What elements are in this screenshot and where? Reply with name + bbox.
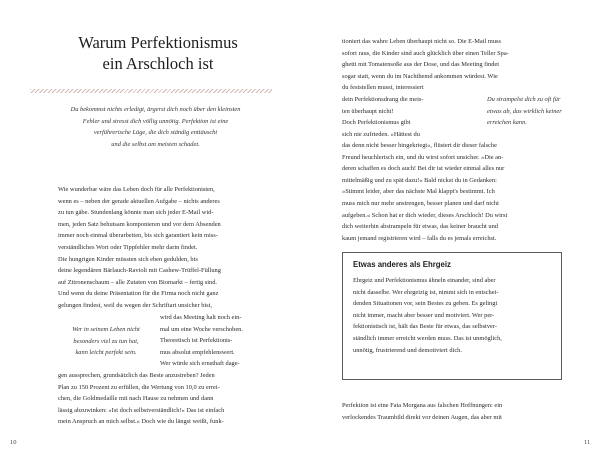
intro-line: Fehler und stresst dich völlig unnötig. Perfektion ist eine [82,117,229,125]
text-line: aufgeben.« Schon hat er dich wieder, dieses Arschloch! Du wirst [342,211,508,219]
decorative-divider [30,89,272,93]
pull-quote-line: erreichen kann. [487,119,527,127]
body-text-block [342,400,502,423]
text-line: sogar statt, wenn du im Nachthemd ankommen würdest. Wie [342,72,498,80]
text-line: Ehrgeiz und Perfektionismus ähneln einander, sind aber [353,277,496,284]
page-number: 10 [10,439,17,446]
text-line: wenn es – neben der gerade aktuellen Aufgabe – nichts anderes [58,197,220,205]
chapter-title [58,32,258,74]
text-line: auf Zitronenschaum – alle Zutaten von Biomarkt – fertig sind. [58,278,218,286]
info-box-title: Etwas anderes als Ehrgeiz [353,260,451,269]
text-line: Theoretisch ist Perfektionis- [160,337,233,345]
text-line: deine legendären Bärlauch-Ravioli mit Cashew-Trüffel-Füllung [58,267,221,275]
text-line: Plan zu 150 Prozent zu erfüllen, die Wertung von 10,0 zu errei- [58,383,220,391]
pull-quote-line: besonders viel zu tun hat, [73,337,139,345]
info-box [342,252,562,380]
text-line: deren schaffen es doch auch! Bei dir ist wieder einmal alles nur [342,165,505,173]
text-line: ten überhaupt nicht! [342,107,394,115]
text-line: dich weiterhin abstrampeln für etwas, das keiner braucht und [342,223,498,231]
text-line: nicht dasselbe. Wer ehrgeizig ist, nimmt sich in entschei- [353,288,499,296]
text-line: Doch Perfektionismus gibt [342,119,411,127]
text-line: Wie wunderbar wäre das Leben doch für alle Perfektionisten, [58,186,215,193]
text-line: wird das Meeting halt noch ein- [160,314,242,321]
right-page [300,0,600,467]
text-line: ständlich immer erreicht werden muss. Das ist unmöglich, [353,334,502,342]
intro-line: Du bekommst nichts erledigt, ärgerst dich noch über den kleinsten [70,106,241,113]
text-line: gelungen findest, weil du wegen der Schriftart unsicher bist, [58,301,213,309]
body-text-block [58,370,224,428]
body-text-block [342,140,507,244]
text-line: zu tun gäbe. Stundenlang könnte man sich jeder E-Mail wid- [58,209,214,217]
text-line: nicht immer, macht aber besser und motiviert. Wer per- [353,311,495,319]
pull-quote-line: Du strampelst dich zu oft für [487,96,561,103]
chapter-title-line: Warum Perfektionismus [78,33,238,52]
text-line: sofort raus, die Kinder sind auch glücklich über einen Teller Spa- [342,49,509,57]
text-line: du feststellen musst, interessiert [342,84,424,92]
body-text-block [342,94,423,140]
body-text-block [342,36,509,94]
text-line: men, jeden Satz behutsam komponieren und vor dem Absenden [58,220,221,228]
body-text-block [160,312,243,370]
text-line: ghetti mit Tomatensoße aus der Dose, und das Meeting findet [342,61,500,69]
pull-quote-line: Wer in seinem Leben nicht [72,326,140,333]
info-box-text [353,275,502,356]
text-line: Und wenn du deine Präsentation für die Firma noch nicht ganz [58,290,219,298]
text-line: immer noch einmal überarbeiten, bis sich garantiert kein miss- [58,232,218,240]
text-line: »Stimmt leider, aber das nächste Mal klappt's bestimmt. Ich [342,188,495,196]
pull-quote [58,324,154,359]
text-line: muss mich nur mehr anstrengen, besser planen und darf nicht [342,199,499,207]
text-line: Freund heuchlerisch ein, und du wirst sofort unsicher. »Die an- [342,153,504,161]
text-line: dein Perfektionsdrang die meis- [342,96,424,103]
page-number: 11 [584,439,591,446]
body-text-block [58,184,221,312]
pull-quote-line: kann leicht perfekt sein. [75,349,137,357]
intro-line: verführerische Lüge, die dich ständig enttäuscht [93,129,218,137]
text-line: das denn nicht besser hingekriegt«, flüstert dir dieser falsche [342,142,497,149]
text-line: mal um eine Woche verschoben. [160,325,243,333]
text-line: lässig abzuwinken: »Ist doch selbstverständlich!« Das ist einfach [58,406,225,414]
text-line: verlockendes Traumbild direkt vor deinen Augen, das aber mit [342,413,502,421]
pull-quote-line: etwas ab, das wirklich keiner [487,107,562,115]
intro-line: und die selbst am meisten schadet. [111,140,200,148]
text-line: Perfektion ist eine Fata Morgana aus falschen Hoffnungen: ein [342,402,503,409]
text-line: sich nie zufrieden. »Hättest du [342,130,420,138]
text-line: verständliches Wort oder Tippfehler mehr darin findet. [58,243,198,251]
text-line: denden Situationen vor, sein Bestes zu geben. Es gelingt [353,300,498,308]
pull-quote [487,94,562,129]
text-line: kaum jemand registrieren wird – falls du es jemals erreichst. [342,234,497,242]
text-line: Wer würde sich ernsthaft dage- [160,360,240,368]
text-line: fektionistisch ist, hält das Beste für etwas, das selbstver- [353,323,497,331]
text-line: mus absolut empfehlenswert. [160,348,235,356]
text-line: unnötig, frustrierend und demotiviert dich. [353,346,462,354]
text-line: mittelmäßig und zu spät dazu!« Bald nickst du in Gedanken: [342,176,497,184]
text-line: gen aussprechen, grundsätzlich das Beste anzustreben? Jeden [58,372,215,379]
text-line: chen, die Goldmedaille mit nach Hause zu nehmen und dann [58,395,214,403]
chapter-intro [38,104,273,150]
text-line: Die hungrigen Kinder müssten sich eben gedulden, bis [58,255,198,263]
text-line: mein Anspruch an mich selbst.« Doch wie du längst weißt, funk- [58,418,224,426]
chapter-title-line: ein Arschloch ist [102,54,214,73]
text-line: tioniert das wahre Leben überhaupt nicht so. Die E-Mail muss [342,38,502,45]
